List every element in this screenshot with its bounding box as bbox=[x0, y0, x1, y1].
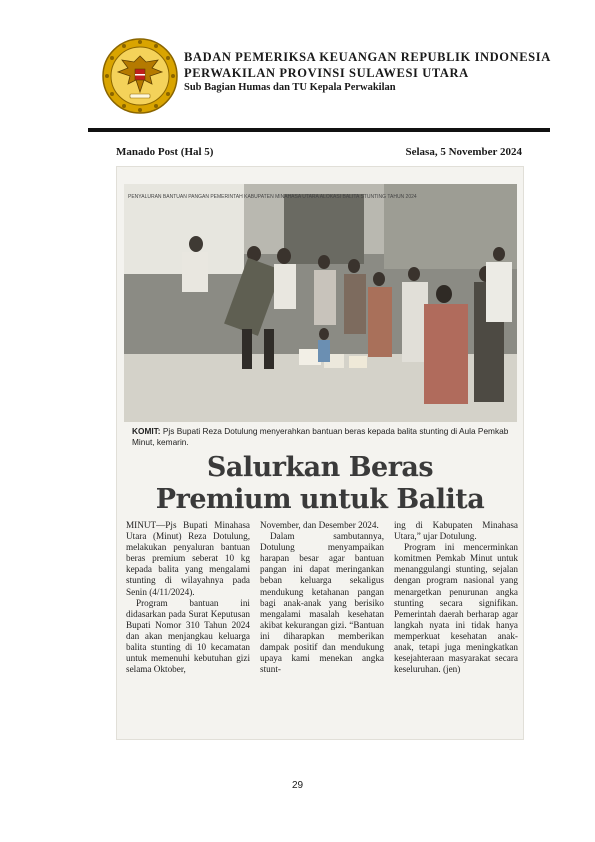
article-column-2 bbox=[260, 520, 384, 675]
caption-text: Pjs Bupati Reza Dotulung menyerahkan bantuan beras kepada balita stunting di Aula Pemkab Minut, kemarin. bbox=[132, 426, 509, 447]
body-paragraph: ing di Kabupaten Minahasa Utara,” ujar Dotulung. bbox=[394, 520, 518, 542]
header-divider bbox=[88, 128, 550, 132]
letterhead bbox=[100, 36, 560, 116]
publication-date: Selasa, 5 November 2024 bbox=[405, 146, 522, 158]
photo-caption bbox=[132, 426, 512, 448]
caption-label: KOMIT: bbox=[132, 426, 161, 436]
headline-line1: Salurkan Beras bbox=[206, 452, 434, 483]
article-body bbox=[126, 520, 518, 740]
garuda-emblem-icon bbox=[100, 36, 180, 116]
body-paragraph: Program ini mencerminkan komitmen Pemkab Minut untuk menanggulangi stunting, sejalan dengan program nasional yang menargetkan penurunan angka stunting secara signifikan. Pemerintah daerah berharap agar langkah nyata ini tidak hanya memperkuat kesehatan anak-anak, tetapi juga meningkatkan kesejahteraan masyarakat secara keseluruhan. (jen) bbox=[394, 542, 518, 675]
org-subunit: Sub Bagian Humas dan TU Kepala Perwakilan bbox=[184, 82, 396, 93]
headline-line2: Premium untuk Balita bbox=[155, 484, 485, 515]
article-photo bbox=[124, 184, 517, 422]
org-name-line1: BADAN PEMERIKSA KEUANGAN REPUBLIK INDONESIA bbox=[184, 50, 551, 64]
body-paragraph: Dalam sambutannya, Dotulung menyampaikan harapan besar agar bantuan pangan ini dapat meringankan beban keluarga sekaligus mendukung ketahanan pangan bagi anak-anak yang berisiko mengalami masalah kesehatan akibat kekurangan gizi. “Bantuan ini diharapkan memberikan dampak positif dan mendukung upaya kami menekan angka stunt- bbox=[260, 531, 384, 675]
source-publication: Manado Post (Hal 5) bbox=[116, 146, 214, 158]
org-name-line2: PERWAKILAN PROVINSI SULAWESI UTARA bbox=[184, 66, 469, 80]
page-number: 29 bbox=[291, 780, 304, 791]
article-column-3 bbox=[394, 520, 518, 675]
event-banner-text: PENYALURAN BANTUAN PANGAN PEMERINTAH KABUPATEN MINAHASA UTARA ALOKASI BALITA STUNTING TAHUN 2024 bbox=[128, 194, 417, 200]
newspaper-clipping bbox=[116, 166, 524, 740]
article-column-1 bbox=[126, 520, 250, 675]
body-paragraph: MINUT—Pjs Bupati Minahasa Utara (Minut) Reza Dotulung, melakukan penyaluran bantuan beras premium seberat 10 kg kepada balita yang mengalami stunting di wilayahnya pada Senin (4/11/2024). bbox=[126, 520, 250, 597]
body-paragraph: Program bantuan ini didasarkan pada Surat Keputusan Bupati Nomor 310 Tahun 2024 dan akan menjangkau keluarga balita stunting di 10 kecamatan untuk memenuhi kebutuhan gizi selama Oktober, bbox=[126, 597, 250, 675]
body-paragraph: November, dan Desember 2024. bbox=[260, 520, 379, 530]
